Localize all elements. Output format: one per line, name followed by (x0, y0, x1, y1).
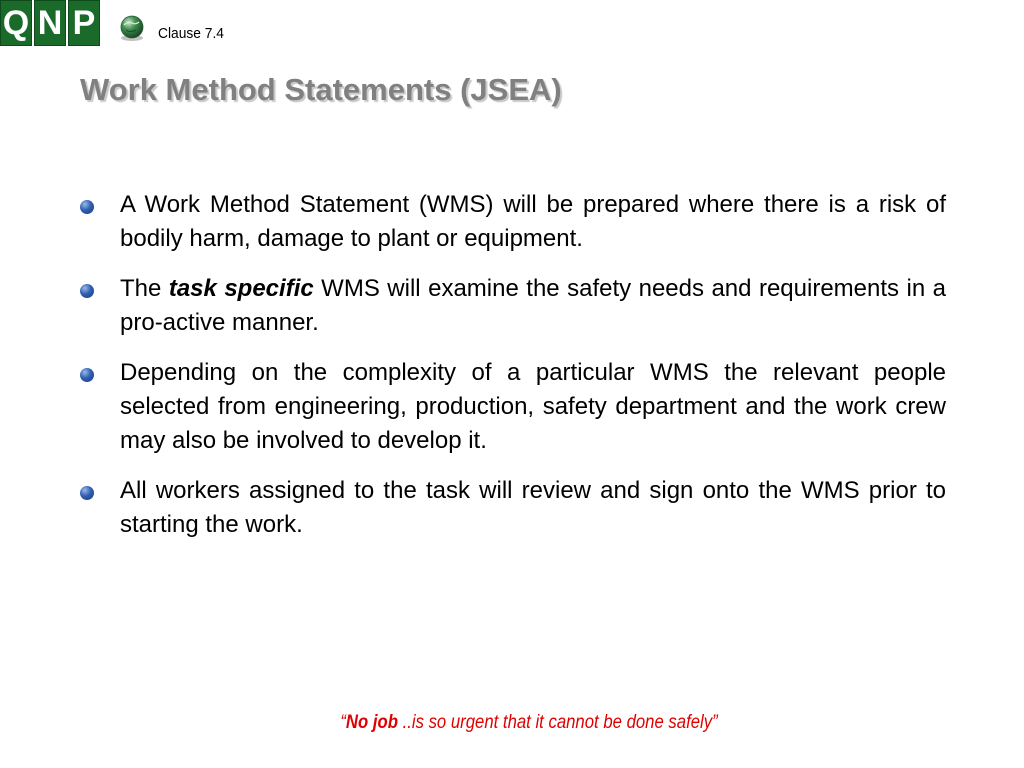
bullet-icon (80, 486, 94, 500)
logo-letter-p: P (68, 0, 100, 46)
bullet-item (80, 474, 946, 542)
globe-icon (118, 14, 146, 42)
bullet-text: Depending on the complexity of a particular WMS the relevant people selected from engineering, production, safety department and the work crew may also be involved to develop it. (120, 359, 946, 454)
bullet-icon (80, 284, 94, 298)
footer-quote (63, 712, 994, 734)
bullet-text: A Work Method Statement (WMS) will be prepared where there is a risk of bodily harm, damage to plant or equipment. (120, 191, 946, 252)
footer-strong-text: No job (345, 712, 398, 733)
logo-letter-q: Q (0, 0, 32, 46)
bullet-list (80, 188, 946, 558)
page-title: Work Method Statements (JSEA) (80, 72, 562, 107)
bullet-item (80, 272, 946, 340)
bullet-icon (80, 200, 94, 214)
bullet-item (80, 188, 946, 256)
bullet-text-prefix: The (120, 275, 169, 302)
footer-open-quote: “ (340, 712, 346, 733)
bullet-text-emphasis: task specific (168, 275, 314, 302)
qnp-logo (0, 0, 100, 46)
logo-letter-n: N (34, 0, 66, 46)
bullet-text: All workers assigned to the task will review and sign onto the WMS prior to starting the work. (120, 477, 946, 538)
footer-rest-text: ..is so urgent that it cannot be done safely” (397, 712, 718, 733)
bullet-icon (80, 368, 94, 382)
bullet-text-suffix: WMS will examine the safety needs and requirements in a pro-active manner. (120, 275, 946, 336)
bullet-item (80, 356, 946, 458)
clause-label: Clause 7.4 (158, 25, 224, 42)
